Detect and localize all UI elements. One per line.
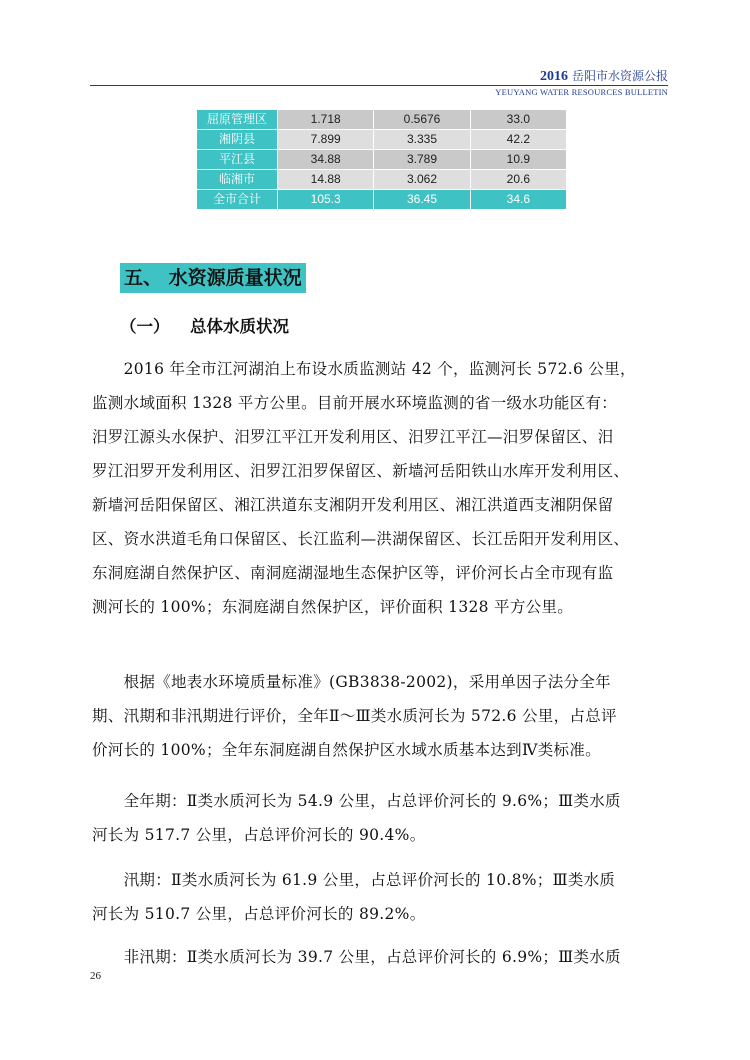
table-cell: 1.718 [278, 110, 374, 130]
text-line: 汛期：Ⅱ类水质河长为 61.9 公里，占总评价河长的 10.8%；Ⅲ类水质 [92, 871, 616, 889]
text-line: 汨罗江源头水保护、汨罗江平江开发利用区、汨罗江平江—汨罗保留区、汨 [92, 428, 614, 446]
page-header [90, 68, 668, 98]
table-cell: 42.2 [470, 130, 566, 150]
page-number: 26 [90, 970, 101, 982]
table-cell: 3.062 [374, 170, 470, 190]
text-line: 新墙河岳阳保留区、湘江洪道东支湘阴开发利用区、湘江洪道西支湘阴保留 [92, 496, 614, 514]
text-line: 根据《地表水环境质量标准》(GB3838-2002)，采用单因子法分全年 [92, 673, 611, 691]
table-row [197, 150, 567, 170]
table-row [197, 130, 567, 150]
data-table [196, 109, 567, 210]
text-line: 期、汛期和非汛期进行评价，全年Ⅱ～Ⅲ类水质河长为 572.6 公里，占总评 [92, 707, 617, 725]
header-subtitle: YEUYANG WATER RESOURCES BULLETIN [495, 87, 668, 97]
table-cell: 34.6 [470, 190, 566, 210]
paragraph-1 [92, 352, 672, 624]
subsection-text: 总体水质状况 [190, 317, 289, 336]
text-line: 全年期：Ⅱ类水质河长为 54.9 公里，占总评价河长的 9.6%；Ⅲ类水质 [92, 792, 621, 810]
text-line: 河长为 517.7 公里，占总评价河长的 90.4%。 [92, 826, 426, 844]
table-cell: 34.88 [278, 150, 374, 170]
table-cell: 14.88 [278, 170, 374, 190]
text-line: 河长为 510.7 公里，占总评价河长的 89.2%。 [92, 905, 426, 923]
text-line: 监测水域面积 1328 平方公里。目前开展水环境监测的省一级水功能区有： [92, 394, 618, 412]
subsection-title [120, 316, 289, 338]
table-cell: 36.45 [374, 190, 470, 210]
table-cell: 33.0 [470, 110, 566, 130]
section-title: 五、 水资源质量状况 [120, 263, 306, 293]
text-line: 2016 年全市江河湖泊上布设水质监测站 42 个，监测河长 572.6 公里， [92, 360, 636, 378]
table-row [197, 110, 567, 130]
table-cell-name: 临湘市 [197, 170, 278, 190]
paragraph-5 [92, 940, 672, 974]
table-cell: 0.5676 [374, 110, 470, 130]
table-cell-name: 屈原管理区 [197, 110, 278, 130]
header-rule [90, 85, 668, 86]
table-cell-name: 全市合计 [197, 190, 278, 210]
paragraph-4 [92, 863, 672, 931]
paragraph-3 [92, 784, 672, 852]
text-line: 测河长的 100%；东洞庭湖自然保护区，评价面积 1328 平方公里。 [92, 598, 574, 616]
table-cell-name: 湘阴县 [197, 130, 278, 150]
text-line: 罗江汨罗开发利用区、汨罗江汨罗保留区、新墙河岳阳铁山水库开发利用区、 [92, 462, 630, 480]
table-cell: 20.6 [470, 170, 566, 190]
table-row [197, 170, 567, 190]
text-line: 东洞庭湖自然保护区、南洞庭湖湿地生态保护区等，评价河长占全市现有监 [92, 564, 614, 582]
table-cell: 3.789 [374, 150, 470, 170]
paragraph-2 [92, 665, 672, 767]
table-cell: 105.3 [278, 190, 374, 210]
table-cell-name: 平江县 [197, 150, 278, 170]
table-cell: 3.335 [374, 130, 470, 150]
table-row-total [197, 190, 567, 210]
header-title-text: 岳阳市水资源公报 [571, 69, 668, 83]
text-line: 区、资水洪道毛角口保留区、长江监利—洪湖保留区、长江岳阳开发利用区、 [92, 530, 630, 548]
table-cell: 10.9 [470, 150, 566, 170]
text-line: 价河长的 100%；全年东洞庭湖自然保护区水域水质基本达到Ⅳ类标准。 [92, 741, 601, 759]
header-title [90, 68, 668, 85]
table-cell: 7.899 [278, 130, 374, 150]
header-year: 2016 [539, 69, 568, 84]
text-line: 非汛期：Ⅱ类水质河长为 39.7 公里，占总评价河长的 6.9%；Ⅲ类水质 [92, 948, 621, 966]
subsection-number: （一） [120, 317, 170, 336]
